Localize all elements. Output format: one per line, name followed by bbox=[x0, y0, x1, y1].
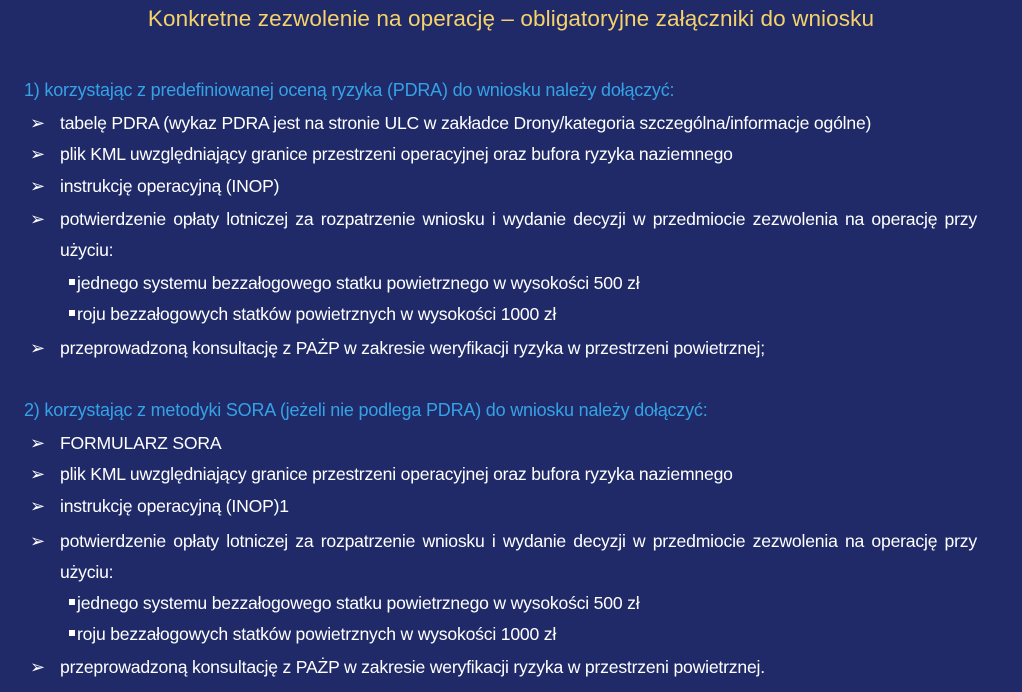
section-2-heading: 2) korzystając z metodyki SORA (jeżeli nie podlega PDRA) do wniosku należy dołączyć: bbox=[24, 400, 708, 420]
subitem-text: jednego systemu bezzałogowego statku powietrznego w wysokości 500 zł bbox=[77, 593, 640, 613]
arrow-bullet-icon: ➢ bbox=[30, 338, 45, 358]
section-1-item-5 bbox=[30, 333, 977, 364]
arrow-bullet-icon: ➢ bbox=[30, 144, 45, 164]
section-2-item-3 bbox=[30, 491, 977, 522]
item-text: potwierdzenie opłaty lotniczej za rozpatrzenie wniosku i wydanie decyzji w przedmiocie zezwolenia na operację przy użyciu: bbox=[60, 531, 977, 582]
arrow-bullet-icon: ➢ bbox=[30, 209, 45, 229]
arrow-bullet-icon: ➢ bbox=[30, 176, 45, 196]
arrow-bullet-icon: ➢ bbox=[30, 496, 45, 516]
item-text: przeprowadzoną konsultację z PAŻP w zakresie weryfikacji ryzyka w przestrzeni powietrznej. bbox=[60, 657, 765, 677]
square-bullet-icon bbox=[69, 630, 75, 636]
subitem-text: roju bezzałogowych statków powietrznych w wysokości 1000 zł bbox=[77, 304, 557, 324]
square-bullet-icon bbox=[69, 599, 75, 605]
section-2-item-1 bbox=[30, 428, 977, 459]
item-text: instrukcję operacyjną (INOP)1 bbox=[60, 496, 289, 516]
item-text: instrukcję operacyjną (INOP) bbox=[60, 176, 280, 196]
arrow-bullet-icon: ➢ bbox=[30, 433, 45, 453]
section-1-heading: 1) korzystając z predefiniowanej oceną ryzyka (PDRA) do wniosku należy dołączyć: bbox=[24, 80, 675, 100]
square-bullet-icon bbox=[69, 310, 75, 316]
subitem-text: jednego systemu bezzałogowego statku powietrznego w wysokości 500 zł bbox=[77, 273, 640, 293]
section-2-subitem-1 bbox=[69, 588, 639, 619]
arrow-bullet-icon: ➢ bbox=[30, 464, 45, 484]
arrow-bullet-icon: ➢ bbox=[30, 657, 45, 677]
subitem-text: roju bezzałogowych statków powietrznych w wysokości 1000 zł bbox=[77, 624, 557, 644]
arrow-bullet-icon: ➢ bbox=[30, 531, 45, 551]
item-text: FORMULARZ SORA bbox=[60, 433, 222, 453]
item-text: potwierdzenie opłaty lotniczej za rozpatrzenie wniosku i wydanie decyzji w przedmiocie zezwolenia na operację przy użyciu: bbox=[60, 209, 977, 260]
arrow-bullet-icon: ➢ bbox=[30, 113, 45, 133]
section-1-item-3 bbox=[30, 171, 977, 202]
section-1-subitem-2 bbox=[69, 299, 556, 330]
slide-title: Konkretne zezwolenie na operację – obligatoryjne załączniki do wniosku bbox=[147, 6, 875, 31]
section-2-item-4 bbox=[30, 526, 977, 588]
item-text: tabelę PDRA (wykaz PDRA jest na stronie ULC w zakładce Drony/kategoria szczególna/informacje ogólne) bbox=[60, 113, 872, 133]
square-bullet-icon bbox=[69, 279, 75, 285]
item-text: przeprowadzoną konsultację z PAŻP w zakresie weryfikacji ryzyka w przestrzeni powietrznej; bbox=[60, 338, 765, 358]
section-2-subitem-2 bbox=[69, 619, 556, 650]
section-1-subitem-1 bbox=[69, 268, 639, 299]
section-2-item-5 bbox=[30, 652, 977, 683]
section-1-item-2 bbox=[30, 139, 977, 170]
section-2-item-2 bbox=[30, 459, 977, 490]
section-1-item-4 bbox=[30, 204, 977, 266]
item-text: plik KML uwzględniający granice przestrzeni operacyjnej oraz bufora ryzyka naziemnego bbox=[60, 144, 733, 164]
item-text: plik KML uwzględniający granice przestrzeni operacyjnej oraz bufora ryzyka naziemnego bbox=[60, 464, 733, 484]
section-1-item-1 bbox=[30, 108, 977, 139]
